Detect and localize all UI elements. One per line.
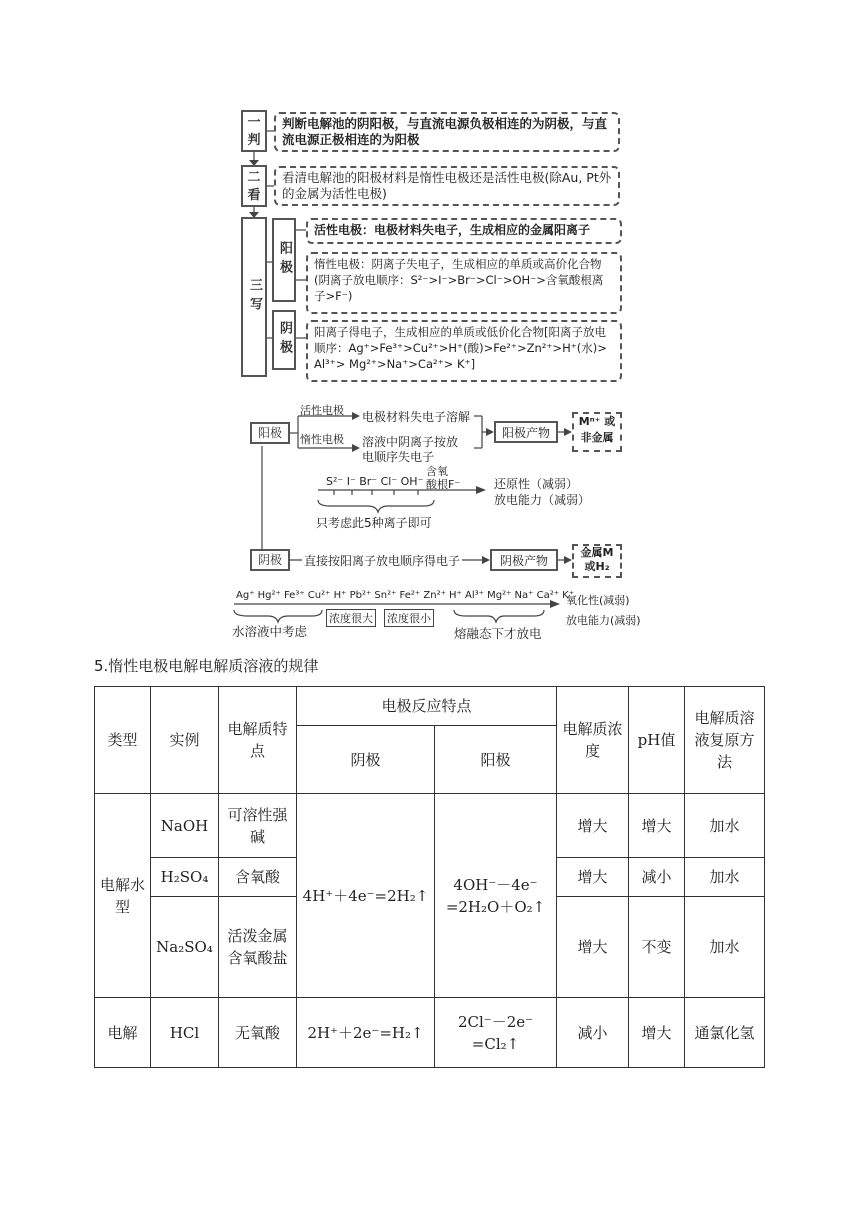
cell-ph: 不变 (629, 897, 685, 998)
cell-anode-hcl (435, 998, 557, 1068)
flow2-cathode-output (572, 544, 622, 578)
flow2-conc-low: 浓度很小 (384, 609, 434, 627)
flow2-active-result: 电极材料失电子溶解 (362, 410, 471, 424)
cell-feature: 可溶性强碱 (219, 794, 297, 858)
anode-active-rule: 活性电极：电极材料失电子，生成相应的金属阳离子 (306, 218, 622, 244)
flow2-discharge-2: 放电能力(减弱) (566, 614, 641, 627)
flow2-inert: 惰性电极 (300, 433, 344, 446)
step-look-text: 看清电解池的阳极材料是惰性电极还是活性电极(除Au, Pt外的金属为活性电极) (274, 166, 620, 206)
flow2-molten: 熔融态下才放电 (454, 626, 542, 641)
cell-anode-hcl-1: 2Cl⁻－2e⁻ (457, 1012, 534, 1031)
flow2-cation-series: Ag⁺ Hg²⁺ Fe³⁺ Cu²⁺ H⁺ Pb²⁺ Sn²⁺ Fe²⁺ Zn²⁺ H⁺ Al³⁺ Mg²⁺ Na⁺ Ca²⁺ K⁺ (236, 590, 575, 601)
flow2-oxyacid-1: 含氧 (426, 465, 448, 478)
cell-conc: 增大 (557, 858, 629, 897)
header-conc: 电解质浓度 (557, 687, 629, 794)
cathode-rule: 阳离子得电子，生成相应的单质或低价化合物[阳离子放电顺序：Ag⁺>Fe³⁺>Cu²⁺>H⁺(酸)>Fe²⁺>Zn²⁺>H⁺(水)> Al³⁺> Mg²⁺>Na⁺>Ca²⁺> K⁺] (306, 320, 622, 382)
cell-anode-hcl-2: =Cl₂↑ (471, 1034, 520, 1053)
anode-inert-rule: 惰性电极：阴离子失电子，生成相应的单质或高价化合物(阴离子放电顺序：S²⁻>I⁻>Br⁻>Cl⁻>OH⁻>含氧酸根离子>F⁻) (306, 252, 622, 314)
cell-conc: 减小 (557, 998, 629, 1068)
cell-feature: 无氧酸 (219, 998, 297, 1068)
flow2-anode-output (572, 412, 622, 452)
electrolysis-rules-table (94, 686, 765, 1068)
cell-conc: 增大 (557, 794, 629, 858)
flow2-cathode-output-2: 或H₂ (584, 560, 610, 573)
flow2-cathode-output-1: 金属M (580, 546, 614, 559)
flow2-aqueous: 水溶液中考虑 (232, 624, 308, 639)
cell-restore: 加水 (685, 897, 765, 998)
cell-cathode-water: 4H⁺＋4e⁻=2H₂↑ (297, 794, 435, 998)
cell-restore: 加水 (685, 794, 765, 858)
header-type: 类型 (95, 687, 151, 794)
cell-example: NaOH (151, 794, 219, 858)
step-write-anode-label: 阳极 (272, 218, 296, 302)
cell-conc: 增大 (557, 897, 629, 998)
step-judge-text: 判断电解池的阴阳极，与直流电源负极相连的为阴极，与直流电源正极相连的为阳极 (274, 112, 620, 152)
flow2-oxidizing: 氧化性(减弱) (566, 594, 630, 607)
flow2-active: 活性电极 (300, 404, 344, 417)
cell-anode-water-2: =2H₂O＋O₂↑ (445, 897, 546, 916)
cell-ph: 增大 (629, 998, 685, 1068)
flow2-cathode-product: 阴极产物 (490, 549, 558, 571)
flow2-conc-high: 浓度很大 (326, 609, 376, 627)
flow2-cathode: 阴极 (250, 549, 290, 571)
header-cathode: 阴极 (297, 726, 435, 794)
cell-example: Na₂SO₄ (151, 897, 219, 998)
cell-type-water: 电解水型 (95, 794, 151, 998)
flow2-discharge-1: 放电能力（减弱） (494, 493, 591, 507)
flow2-anode: 阳极 (250, 422, 290, 444)
flow2-anode-product: 阳极产物 (494, 421, 558, 443)
cell-restore: 加水 (685, 858, 765, 897)
cell-ph: 增大 (629, 794, 685, 858)
step-look-label: 二 看 (241, 165, 267, 207)
header-ph: pH值 (629, 687, 685, 794)
cell-ph: 减小 (629, 858, 685, 897)
table-row (95, 794, 765, 858)
flow2-oxyacid-2: 酸根F⁻ (426, 478, 461, 491)
cell-type-hcl: 电解 (95, 998, 151, 1068)
flow2-cathode-rule: 直接按阳离子放电顺序得电子 (304, 554, 461, 568)
step-judge-label: 一 判 (241, 110, 267, 152)
flow2-reducing: 还原性（减弱） (494, 477, 579, 491)
header-reaction: 电极反应特点 (297, 687, 557, 726)
step-write-cathode-label: 阴极 (272, 310, 296, 370)
table-row (95, 998, 765, 1068)
header-restore: 电解质溶液复原方法 (685, 687, 765, 794)
cell-example: H₂SO₄ (151, 858, 219, 897)
cell-feature: 含氧酸 (219, 858, 297, 897)
header-anode: 阳极 (435, 726, 557, 794)
section-title: 5.惰性电极电解电解质溶液的规律 (94, 657, 319, 675)
cell-cathode-hcl: 2H⁺＋2e⁻=H₂↑ (297, 998, 435, 1068)
flow2-inert-result2: 电顺序失电子 (362, 450, 435, 464)
flow2-anode-output-2: 非金属 (580, 431, 614, 444)
cell-anode-water-1: 4OH⁻－4e⁻ (453, 875, 538, 894)
cell-feature: 活泼金属含氧酸盐 (219, 897, 297, 998)
step-write-label: 三写 (241, 217, 267, 377)
cell-example: HCl (151, 998, 219, 1068)
cell-anode-water (435, 794, 557, 998)
header-feature: 电解质特点 (219, 687, 297, 794)
flow2-only-five: 只考虑此5种离子即可 (316, 516, 432, 530)
cell-restore: 通氯化氢 (685, 998, 765, 1068)
flow2-anion-series: S²⁻ I⁻ Br⁻ Cl⁻ OH⁻ (326, 475, 424, 488)
header-example: 实例 (151, 687, 219, 794)
flow2-inert-result1: 溶液中阴离子按放 (362, 435, 459, 449)
flow2-anode-output-1: Mⁿ⁺ 或 (578, 415, 616, 428)
